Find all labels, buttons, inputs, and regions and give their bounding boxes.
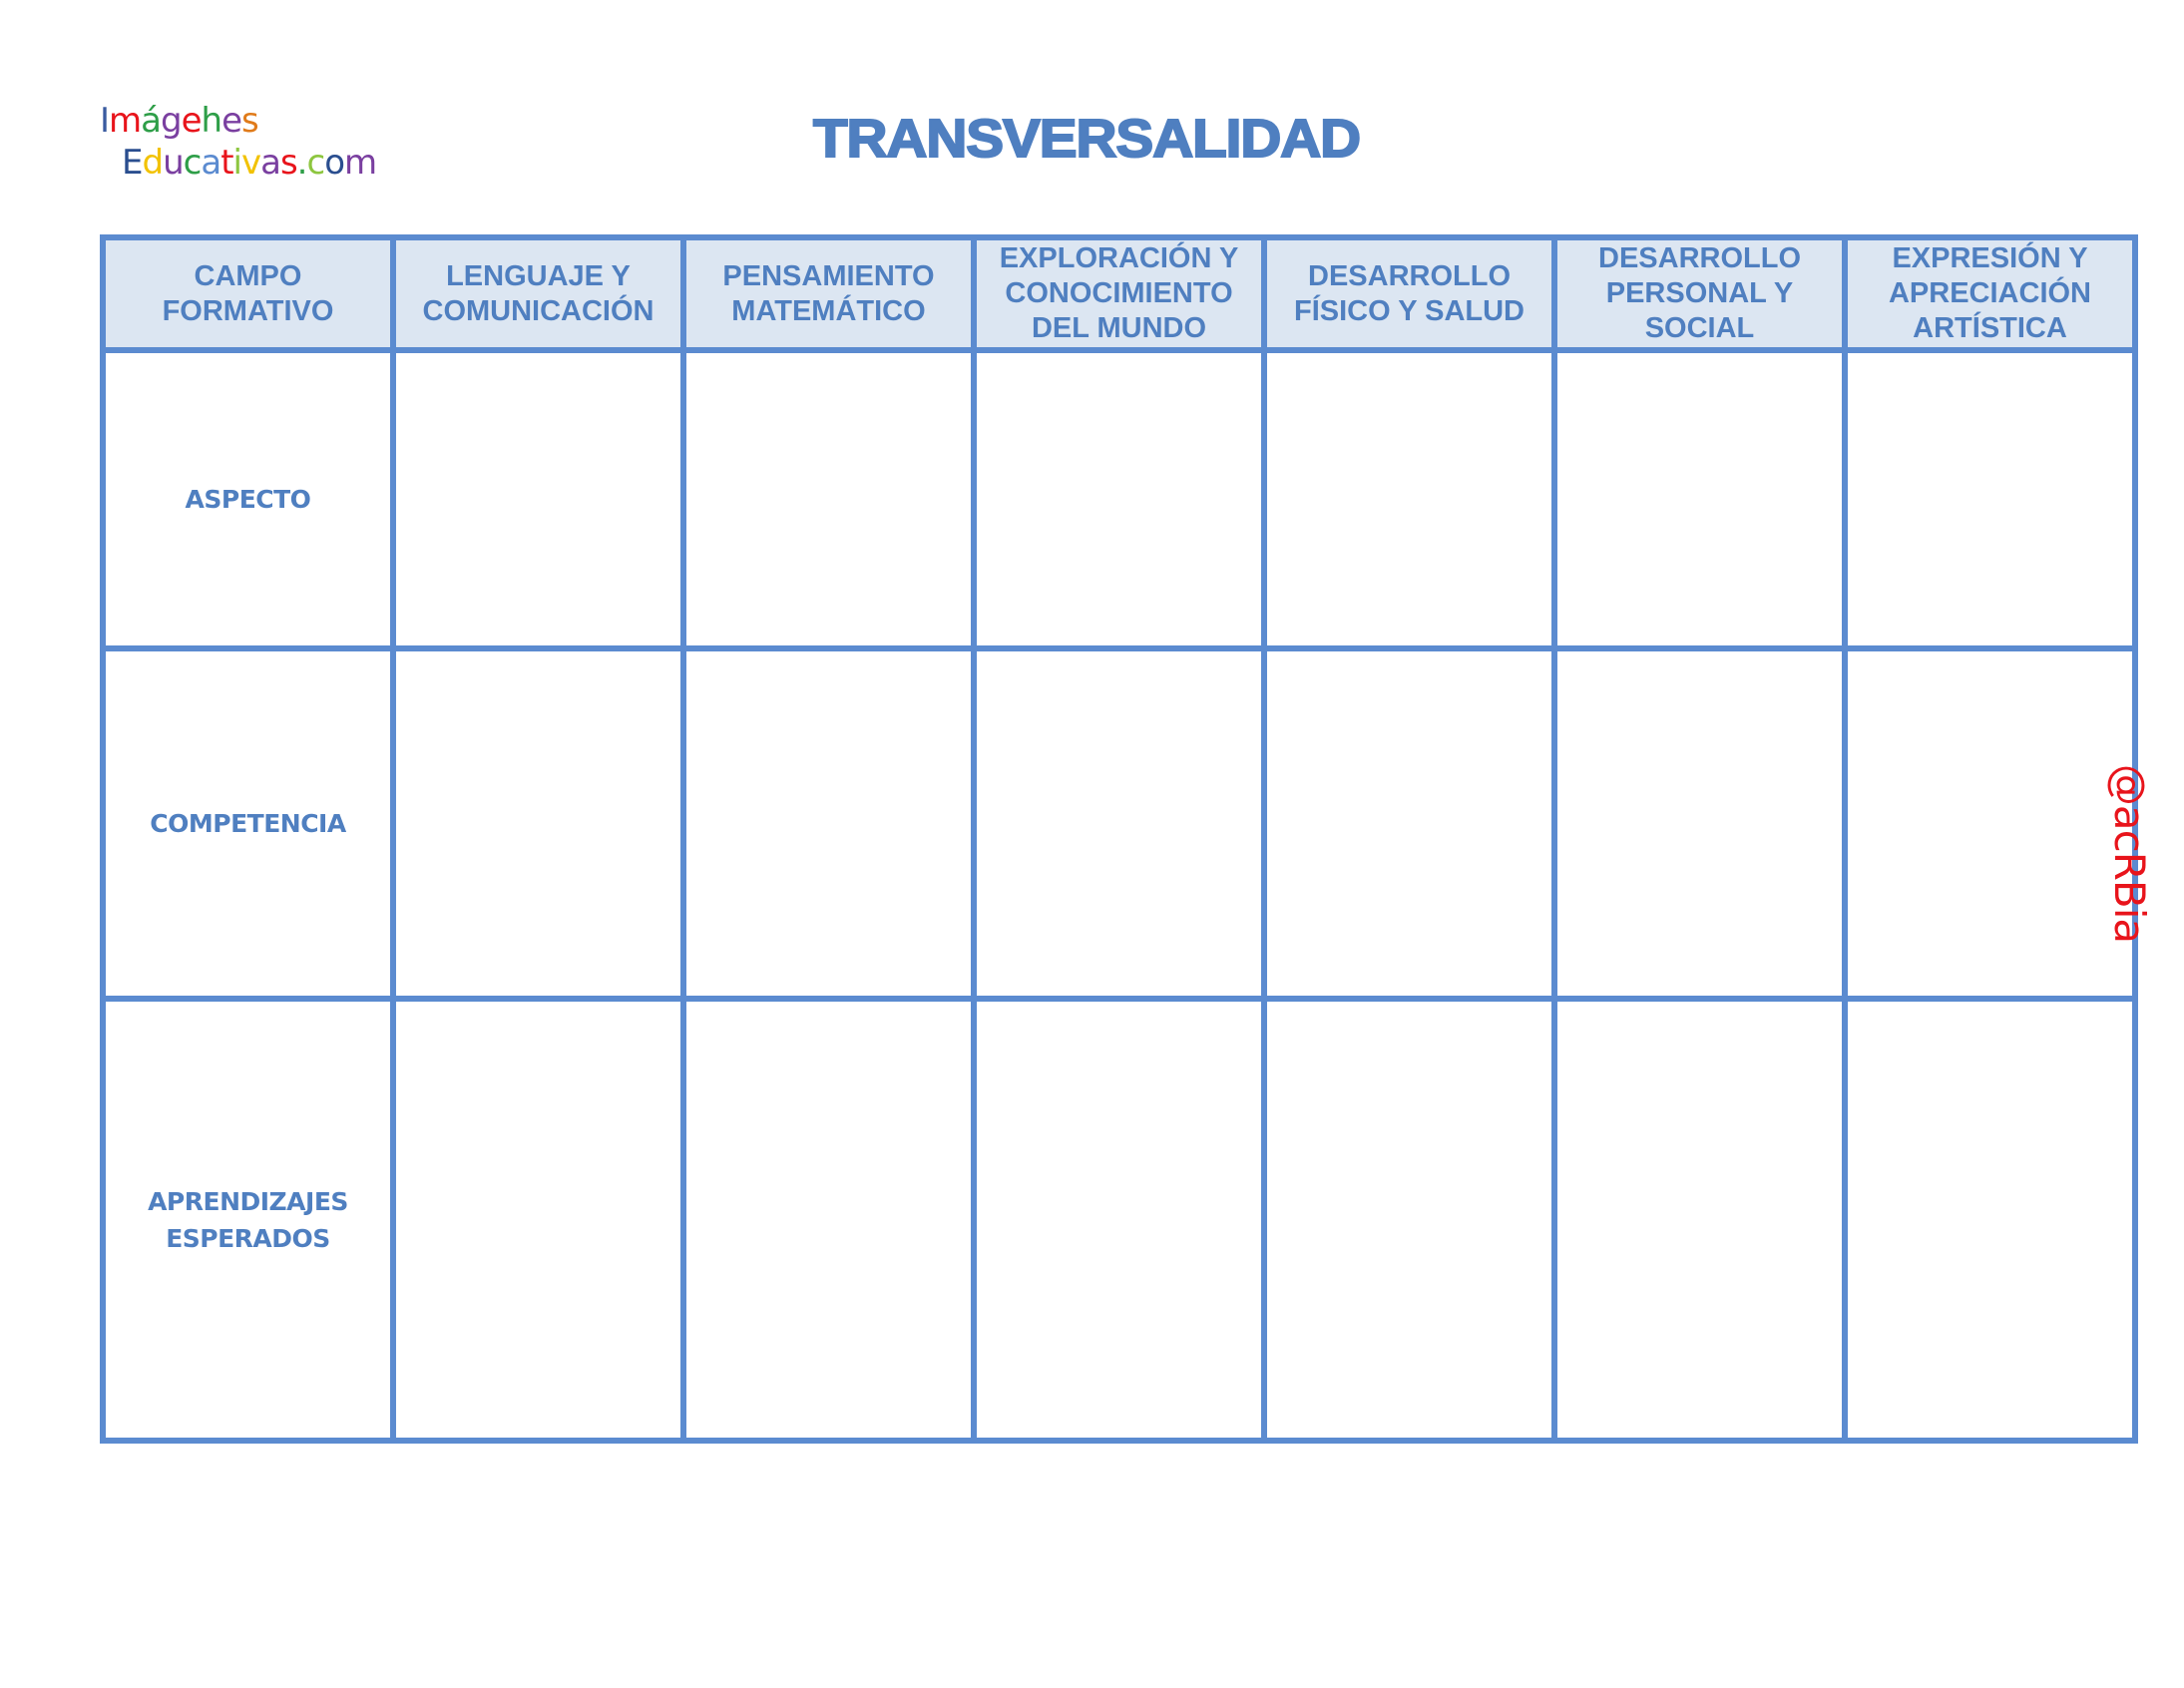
empty-cell[interactable] [1845, 648, 2135, 999]
table-row [103, 999, 2135, 1441]
header-text-line: DESARROLLO [1598, 242, 1801, 274]
empty-cell[interactable] [393, 350, 683, 648]
empty-cell[interactable] [1264, 648, 1554, 999]
logo-letter: I [100, 101, 110, 141]
empty-cell[interactable] [1554, 648, 1845, 999]
row-label [103, 999, 393, 1441]
header-column [393, 237, 683, 350]
header-text-line: APRECIACIÓN [1888, 277, 2091, 309]
logo-letter: v [240, 143, 261, 183]
transversality-table [100, 234, 2138, 1444]
header-text-line: PERSONAL Y [1605, 277, 1794, 309]
header-text-line: EXPLORACIÓN Y [999, 242, 1239, 274]
logo-letter: m [344, 143, 377, 183]
logo-letter: m [109, 101, 142, 141]
logo-letter: á [141, 101, 161, 141]
logo-letter: c [306, 143, 325, 183]
row-label-line: APRENDIZAJES [148, 1186, 348, 1216]
logo-letter: e [221, 101, 241, 141]
header-column [1554, 237, 1845, 350]
header-text-line: COMUNICACIÓN [422, 294, 655, 327]
empty-cell[interactable] [683, 350, 974, 648]
header-text-line: SOCIAL [1644, 312, 1755, 344]
header-text-line: CONOCIMIENTO [1005, 277, 1233, 309]
empty-cell[interactable] [974, 648, 1264, 999]
logo-letter: d [142, 143, 164, 183]
logo-letter: u [163, 143, 184, 183]
logo-letter: s [241, 101, 258, 141]
header-text-line: EXPRESIÓN Y [1892, 242, 2088, 274]
empty-cell[interactable] [1554, 350, 1845, 648]
header-text-line: DESARROLLO [1308, 259, 1511, 292]
logo-letter: s [279, 143, 297, 183]
row-label [103, 648, 393, 999]
logo-letter: t [220, 143, 233, 183]
empty-cell[interactable] [1264, 999, 1554, 1441]
empty-cell[interactable] [683, 648, 974, 999]
header-row [103, 237, 2135, 350]
header-text-line: ARTÍSTICA [1913, 312, 2067, 344]
header-campo-formativo [103, 237, 393, 350]
logo-letter: g [161, 101, 182, 141]
logo-letter: E [122, 143, 143, 183]
author-signature [2095, 758, 2165, 948]
header-column [683, 237, 974, 350]
header-text-line: CAMPO [194, 259, 302, 292]
empty-cell[interactable] [1554, 999, 1845, 1441]
empty-cell[interactable] [393, 999, 683, 1441]
logo-letter: i [232, 143, 241, 183]
header-text-line: MATEMÁTICO [731, 294, 926, 327]
page-title-text: TRANSVERSALIDAD [813, 109, 1361, 169]
empty-cell[interactable] [1264, 350, 1554, 648]
header-text-line: LENGUAJE Y [446, 259, 631, 292]
empty-cell[interactable] [974, 350, 1264, 648]
header-text-line: FORMATIVO [162, 294, 334, 327]
header-column [1264, 237, 1554, 350]
logo-letter: h [201, 101, 222, 141]
empty-cell[interactable] [974, 999, 1264, 1441]
empty-cell[interactable] [393, 648, 683, 999]
header-column [974, 237, 1264, 350]
logo-letter: o [324, 143, 344, 183]
header-text-line: FÍSICO Y SALUD [1294, 294, 1525, 327]
empty-cell[interactable] [1845, 350, 2135, 648]
header-column [1845, 237, 2135, 350]
header-text-line: DEL MUNDO [1031, 312, 1207, 344]
row-label-line: ESPERADOS [166, 1223, 330, 1253]
row-label-line: COMPETENCIA [150, 809, 346, 838]
table-row [103, 648, 2135, 999]
logo-letter: c [183, 143, 202, 183]
signature-text: @acRBia [2105, 763, 2155, 943]
logo-letter: . [296, 143, 307, 183]
empty-cell[interactable] [683, 999, 974, 1441]
page-title [0, 108, 2184, 170]
logo-letter: a [201, 143, 221, 183]
logo-letter: a [260, 143, 280, 183]
row-label-line: ASPECTO [185, 485, 311, 514]
logo-letter: e [181, 101, 202, 141]
header-text-line: PENSAMIENTO [722, 259, 935, 292]
empty-cell[interactable] [1845, 999, 2135, 1441]
table-row [103, 350, 2135, 648]
row-label [103, 350, 393, 648]
